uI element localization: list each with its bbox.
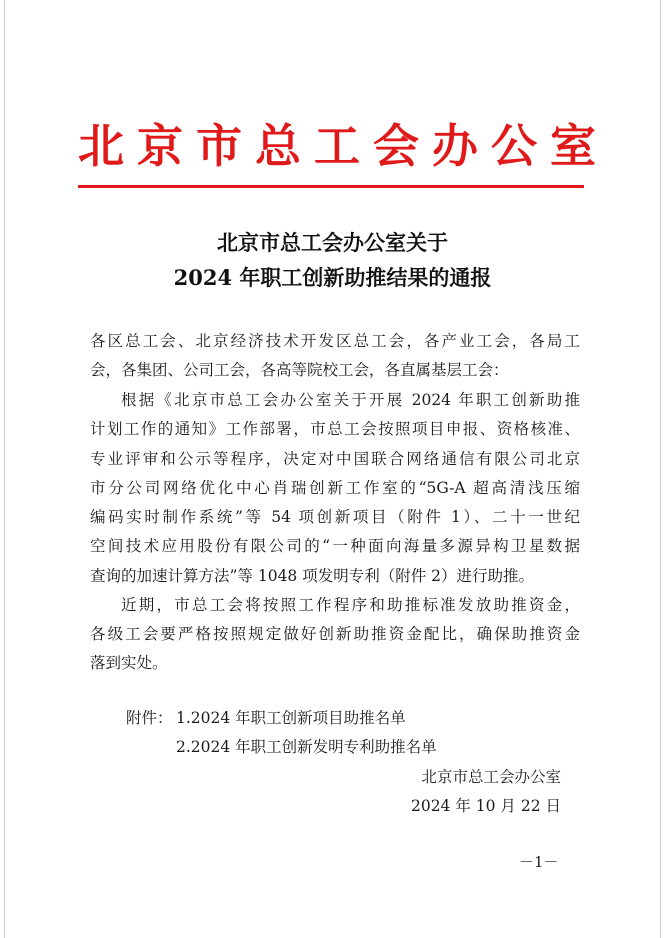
attachment-item-1: 1.2024 年职工创新项目助推名单	[176, 709, 406, 727]
signature-org: 北京市总工会办公室	[421, 768, 561, 786]
paragraph1-line-2: 计划工作的通知》工作部署，市总工会按照项目申报、资格核准、	[90, 420, 580, 438]
attachment-item-2: 2.2024 年职工创新发明专利助推名单	[176, 738, 437, 756]
paragraph1-line-3: 专业评审和公示等程序，决定对中国联合网络通信有限公司北京	[90, 450, 580, 468]
paragraph1-line-4: 市分公司网络优化中心肖瑞创新工作室的“5G-A 超高清浅压缩	[90, 479, 580, 497]
page-border-left	[4, 0, 5, 938]
paragraph2-line-3: 落到实处。	[90, 654, 168, 672]
paragraph2-line-1: 近期，市总工会将按照工作程序和助推标准发放助推资金，	[121, 596, 580, 614]
red-divider-rule	[78, 185, 584, 188]
recipients-line-2: 会，各集团、公司工会，各高等院校工会，各直属基层工会：	[90, 361, 509, 379]
paragraph1-line-5: 编码实时制作系统”等 54 项创新项目（附件 1）、二十一世纪	[90, 508, 580, 526]
attachments-label: 附件：	[126, 709, 173, 727]
page-number: －1－	[519, 853, 559, 871]
recipients-line-1: 各区总工会、北京经济技术开发区总工会，各产业工会，各局工	[90, 332, 580, 350]
paragraph1-line-6: 空间技术应用股份有限公司的“一种面向海量多源异构卫星数据	[90, 537, 580, 555]
paragraph1-line-7: 查询的加速计算方法”等 1048 项发明专利（附件 2）进行助推。	[90, 567, 535, 585]
document-title-line-2: 2024 年职工创新助推结果的通报	[173, 265, 492, 290]
paragraph1-line-1: 根据《北京市总工会办公室关于开展 2024 年职工创新助推	[121, 391, 580, 409]
page-border-right	[660, 0, 661, 938]
red-letterhead: 北京市总工会办公室	[78, 119, 609, 173]
paragraph2-line-2: 各级工会要严格按照规定做好创新助推资金配比，确保助推资金	[90, 625, 580, 643]
signature-date: 2024 年 10 月 22 日	[410, 797, 561, 815]
document-title-line-1: 北京市总工会办公室关于	[217, 230, 448, 255]
